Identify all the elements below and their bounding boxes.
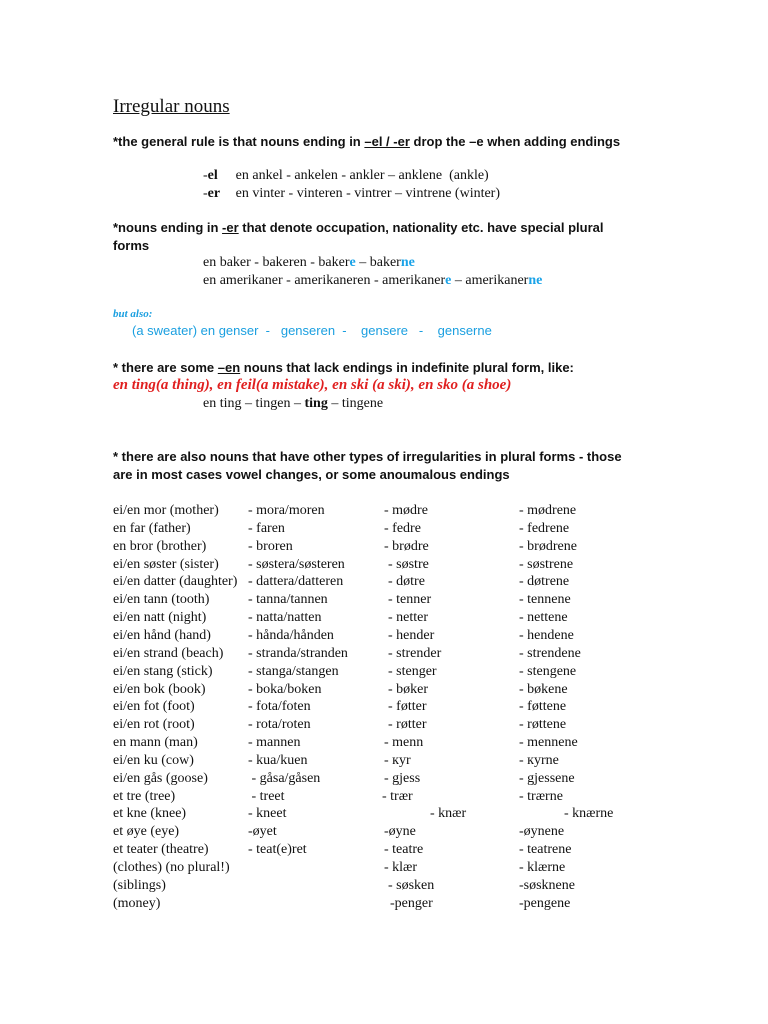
ending-er: -er xyxy=(222,220,239,235)
table-row xyxy=(0,877,768,895)
plural-cell: - røtter xyxy=(388,717,427,733)
singular-cell: et teater (theatre) xyxy=(113,842,209,858)
definite-singular-cell: - dattera/datteren xyxy=(248,574,344,590)
plural-cell: - hender xyxy=(388,627,435,643)
table-row xyxy=(0,841,768,859)
table-row xyxy=(0,645,768,663)
example-ting: en ting – tingen – ting – tingene xyxy=(203,396,384,411)
definite-plural-cell: - klærne xyxy=(519,860,566,875)
definite-plural-cell: - mennene xyxy=(519,735,578,751)
table-row xyxy=(0,627,768,645)
table-row xyxy=(0,823,768,841)
definite-singular-cell: - treet xyxy=(248,788,285,804)
definite-plural-cell: - røttene xyxy=(519,717,567,733)
definite-plural-cell: - stengene xyxy=(519,663,577,679)
plural-cell: - søsken xyxy=(388,877,435,893)
definite-plural-cell: - fedrene xyxy=(519,520,570,536)
table-row xyxy=(0,609,768,627)
plural-cell: - gjess xyxy=(384,770,421,786)
rule-en-nouns: * there are some –en nouns that lack endings in indefinite plural form, like: xyxy=(113,360,574,375)
definite-singular-cell: - tanna/tannen xyxy=(248,592,328,608)
singular-cell: (money) xyxy=(113,895,161,911)
plural-cell: - brødre xyxy=(384,538,429,554)
definite-singular-cell: - hånda/hånden xyxy=(248,627,334,643)
definite-plural-cell: -pengene xyxy=(519,895,571,911)
plural-cell: - fedre xyxy=(384,520,421,536)
definite-plural-cell: -søsknene xyxy=(519,877,575,893)
definite-singular-cell: - gåsa/gåsen xyxy=(248,770,321,786)
singular-cell: ei/en mor (mother) xyxy=(113,503,219,518)
singular-cell: ei/en stang (stick) xyxy=(113,663,213,679)
definite-singular-cell: - mannen xyxy=(248,735,301,751)
definite-singular-cell: - rota/roten xyxy=(248,717,311,733)
definite-singular-cell: - kneet xyxy=(248,806,287,822)
singular-cell: en bror (brother) xyxy=(113,538,207,554)
definite-plural-cell: - gjessene xyxy=(519,770,575,786)
example-genser: (a sweater) en genser - genseren - gensere - genserne xyxy=(132,323,492,338)
singular-cell: en mann (man) xyxy=(113,735,198,751)
singular-cell: et øye (eye) xyxy=(113,824,180,840)
plural-cell: -øyne xyxy=(384,824,416,840)
definite-plural-cell: - trærne xyxy=(519,788,563,804)
definite-singular-cell: - boka/boken xyxy=(248,681,322,697)
plural-cell: - tenner xyxy=(388,592,432,608)
ending-el-er: –el / -er xyxy=(364,134,410,149)
definite-singular-cell: - fota/foten xyxy=(248,699,311,715)
singular-cell: et tre (tree) xyxy=(113,788,176,804)
table-row xyxy=(0,573,768,591)
definite-singular-cell: -øyet xyxy=(248,824,277,840)
table-row xyxy=(0,681,768,699)
definite-plural-cell: - føttene xyxy=(519,699,567,715)
singular-cell: (clothes) (no plural!) xyxy=(113,860,230,875)
singular-cell: en far (father) xyxy=(113,520,191,536)
table-row xyxy=(0,502,768,520)
definite-plural-cell: - кyrne xyxy=(519,752,559,768)
definite-plural-cell: -øynene xyxy=(519,824,565,840)
table-row xyxy=(0,859,768,877)
definite-singular-cell: - mora/moren xyxy=(248,503,325,518)
plural-cell: - klær xyxy=(384,860,418,875)
table-row xyxy=(0,895,768,913)
plural-cell: -penger xyxy=(390,895,433,911)
plural-cell: - кyr xyxy=(384,752,411,768)
definite-plural-cell: - bøkene xyxy=(519,681,568,697)
table-row xyxy=(0,770,768,788)
plural-cell: - netter xyxy=(388,610,429,626)
example-er: -er en vinter - vinteren - vintrer – vintrene (winter) xyxy=(203,186,501,201)
definite-plural-cell: - nettene xyxy=(519,610,568,626)
singular-cell: ei/en fot (foot) xyxy=(113,699,195,715)
definite-plural-cell: - brødrene xyxy=(519,538,577,554)
table-row xyxy=(0,538,768,556)
singular-cell: et kne (knee) xyxy=(113,806,187,822)
plural-cell: - mødre xyxy=(384,503,428,518)
table-row xyxy=(0,805,768,823)
table-row xyxy=(0,663,768,681)
plural-cell: - søstre xyxy=(388,556,429,572)
singular-cell: ei/en strand (beach) xyxy=(113,645,224,661)
definite-plural-cell: - strendene xyxy=(519,645,581,661)
plural-cell: - føtter xyxy=(388,699,427,715)
page-title: Irregular nouns xyxy=(113,96,230,117)
singular-cell: ei/en ku (cow) xyxy=(113,752,194,768)
rule-other-irregularities: * there are also nouns that have other types of irregularities in plural forms - those are in most cases vowel changes, or some anoumalous endings xyxy=(113,449,622,482)
definite-plural-cell: - hendene xyxy=(519,627,574,643)
definite-singular-cell: - stanga/stangen xyxy=(248,663,339,679)
rule-general: *the general rule is that nouns ending in –el / -er drop the –e when adding endings xyxy=(113,134,621,149)
ending-en: –en xyxy=(217,360,241,375)
singular-cell: ei/en gås (goose) xyxy=(113,770,208,786)
table-row xyxy=(0,716,768,734)
singular-cell: ei/en søster (sister) xyxy=(113,556,219,572)
definite-singular-cell: - broren xyxy=(248,538,293,554)
definite-plural-cell: - mødrene xyxy=(519,503,577,518)
definite-plural-cell: - tennene xyxy=(519,592,571,608)
plural-cell: - døtre xyxy=(388,574,425,590)
definite-singular-cell: - faren xyxy=(248,520,285,536)
example-amerikaner: en amerikaner - amerikaneren - amerikanere – amerikanerne xyxy=(203,273,543,288)
table-row xyxy=(0,788,768,806)
but-also-label: but also: xyxy=(113,308,153,320)
definite-plural-cell: - teatrene xyxy=(519,842,572,858)
table-row xyxy=(0,520,768,538)
definite-plural-cell: - søstrene xyxy=(519,556,574,572)
plural-cell: - teatre xyxy=(384,842,424,858)
definite-singular-cell: - stranda/stranden xyxy=(248,645,348,661)
table-row xyxy=(0,734,768,752)
plural-cell: - strender xyxy=(388,645,442,661)
table-row xyxy=(0,698,768,716)
table-row xyxy=(0,591,768,609)
plural-cell: - bøker xyxy=(388,681,429,697)
plural-cell: - menn xyxy=(384,735,424,751)
singular-cell: ei/en tann (tooth) xyxy=(113,592,210,608)
singular-cell: ei/en rot (root) xyxy=(113,717,195,733)
singular-cell: ei/en bok (book) xyxy=(113,681,206,697)
singular-cell: ei/en hånd (hand) xyxy=(113,627,211,643)
singular-cell: (siblings) xyxy=(113,877,166,893)
definite-singular-cell: - kua/kuen xyxy=(248,752,308,768)
plural-cell: - trær xyxy=(382,788,413,804)
definite-singular-cell: - natta/natten xyxy=(248,610,322,626)
definite-plural-cell: - døtrene xyxy=(519,574,570,590)
table-row xyxy=(0,752,768,770)
example-el: -el en ankel - ankelen - ankler – anklene (ankle) xyxy=(203,168,489,183)
example-baker: en baker - bakeren - bakere – bakerne xyxy=(203,255,415,270)
definite-plural-cell: - knærne xyxy=(564,806,614,822)
definite-singular-cell: - søstera/søsteren xyxy=(248,556,345,572)
rule-occupation: *nouns ending in -er that denote occupation, nationality etc. have special plural forms xyxy=(113,220,604,253)
red-examples: en ting(a thing), en feil(a mistake), en ski (a ski), en sko (a shoe) xyxy=(113,377,512,393)
plural-cell: - knær xyxy=(430,806,467,822)
singular-cell: ei/en natt (night) xyxy=(113,610,207,626)
table-row xyxy=(0,556,768,574)
singular-cell: ei/en datter (daughter) xyxy=(113,574,238,590)
plural-cell: - stenger xyxy=(388,663,437,679)
definite-singular-cell: - teat(e)ret xyxy=(248,842,307,858)
